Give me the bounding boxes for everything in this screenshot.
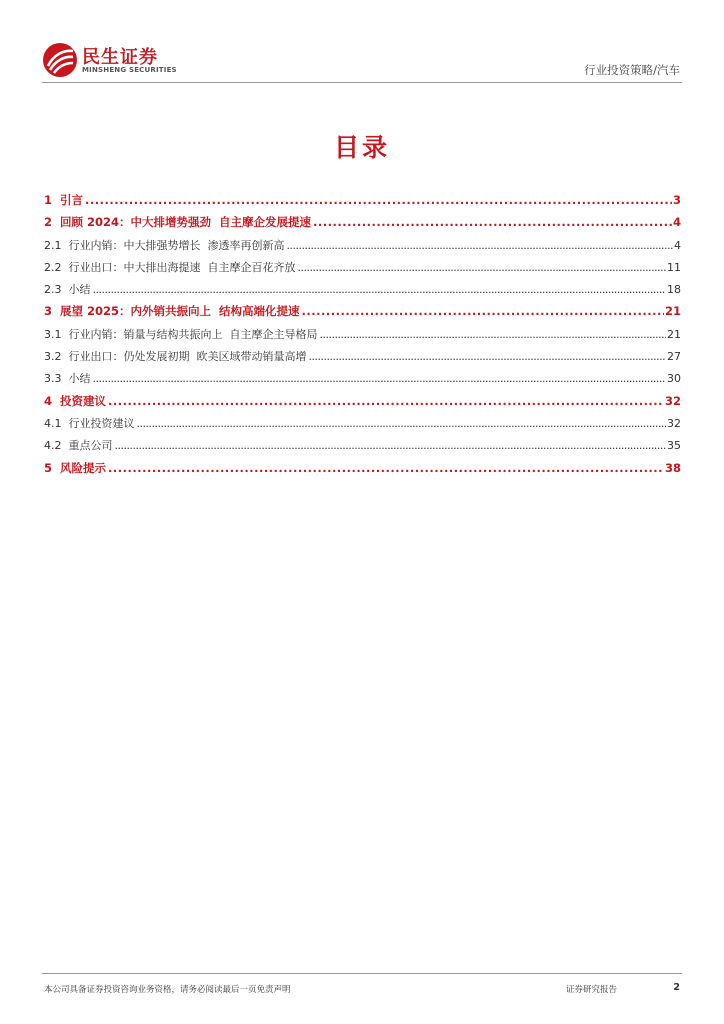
toc-entry[interactable] xyxy=(44,214,681,236)
toc-entry-page: 18 xyxy=(667,283,681,297)
header-divider xyxy=(42,82,682,83)
toc-entry-page: 4 xyxy=(674,238,681,252)
brand-name-cn: 民生证券 xyxy=(82,47,158,68)
toc-entry-label: 4.2 重点公司 xyxy=(44,439,113,453)
footer-report-type: 证券研究报告 xyxy=(566,985,618,995)
toc-entry[interactable] xyxy=(44,237,681,259)
toc-leader-dots xyxy=(308,350,666,363)
toc-entry-label: 3.1 行业内销：销量与结构共振向上 自主摩企主导格局 xyxy=(44,327,318,341)
toc-leader-dots xyxy=(313,215,672,229)
toc-entry[interactable] xyxy=(44,460,681,482)
toc-leader-dots xyxy=(108,394,664,408)
toc-leader-dots xyxy=(93,283,667,296)
toc-leader-dots xyxy=(115,439,667,452)
toc-entry[interactable] xyxy=(44,281,681,303)
toc-leader-dots xyxy=(137,417,667,430)
toc-entry-label: 2.1 行业内销：中大排强势增长 渗透率再创新高 xyxy=(44,238,285,252)
toc-leader-dots xyxy=(85,193,672,207)
toc-entry[interactable] xyxy=(44,393,681,415)
toc-entry-label: 2.3 小结 xyxy=(44,283,91,297)
page-title: 目录 xyxy=(333,133,390,162)
toc-entry-page: 30 xyxy=(667,372,681,386)
toc-leader-dots xyxy=(297,261,666,274)
minsheng-logo-icon xyxy=(42,42,78,78)
brand-name-en: MINSHENG SECURITIES xyxy=(82,66,177,74)
toc-entry[interactable] xyxy=(44,303,681,325)
toc-entry[interactable] xyxy=(44,259,681,281)
toc-entry-page: 3 xyxy=(672,193,681,207)
toc-leader-dots xyxy=(108,461,664,475)
toc-entry-label: 2 回顾 2024：中大排增势强劲 自主摩企发展提速 xyxy=(44,215,312,230)
toc-entry[interactable] xyxy=(44,437,681,459)
toc-entry-label: 3 展望 2025：内外销共振向上 结构高端化提速 xyxy=(44,304,300,319)
report-category: 行业投资策略/汽车 xyxy=(584,63,680,77)
toc-entry[interactable] xyxy=(44,192,681,214)
toc-entry-page: 27 xyxy=(667,350,681,364)
footer-disclaimer: 本公司具备证券投资咨询业务资格，请务必阅读最后一页免责声明 xyxy=(44,985,291,995)
toc-entry-page: 21 xyxy=(664,304,681,319)
table-of-contents xyxy=(44,192,681,482)
toc-entry-label: 5 风险提示 xyxy=(44,460,107,475)
toc-entry-page: 32 xyxy=(667,416,681,430)
toc-entry-page: 4 xyxy=(672,215,681,230)
brand-logo xyxy=(42,42,182,78)
toc-entry-page: 11 xyxy=(667,260,681,274)
page-number: 2 xyxy=(673,982,680,993)
toc-entry-label: 2.2 行业出口：中大排出海提速 自主摩企百花齐放 xyxy=(44,260,296,274)
toc-entry-label: 1 引言 xyxy=(44,193,84,207)
toc-entry-page: 32 xyxy=(664,393,681,408)
toc-entry-page: 35 xyxy=(667,439,681,453)
page-header xyxy=(0,0,724,86)
toc-entry-label: 4.1 行业投资建议 xyxy=(44,416,135,430)
toc-leader-dots xyxy=(302,304,664,318)
toc-entry[interactable] xyxy=(44,415,681,437)
toc-entry-page: 21 xyxy=(667,327,681,341)
toc-leader-dots xyxy=(319,328,666,341)
toc-leader-dots xyxy=(93,372,667,385)
toc-entry-label: 3.2 行业出口：仍处发展初期 欧美区域带动销量高增 xyxy=(44,350,307,364)
toc-entry[interactable] xyxy=(44,370,681,392)
toc-entry-label: 4 投资建议 xyxy=(44,393,107,408)
toc-entry[interactable] xyxy=(44,348,681,370)
toc-entry-label: 3.3 小结 xyxy=(44,372,91,386)
toc-entry[interactable] xyxy=(44,326,681,348)
toc-leader-dots xyxy=(286,239,673,252)
footer-divider xyxy=(42,973,682,974)
toc-entry-page: 38 xyxy=(664,460,681,475)
